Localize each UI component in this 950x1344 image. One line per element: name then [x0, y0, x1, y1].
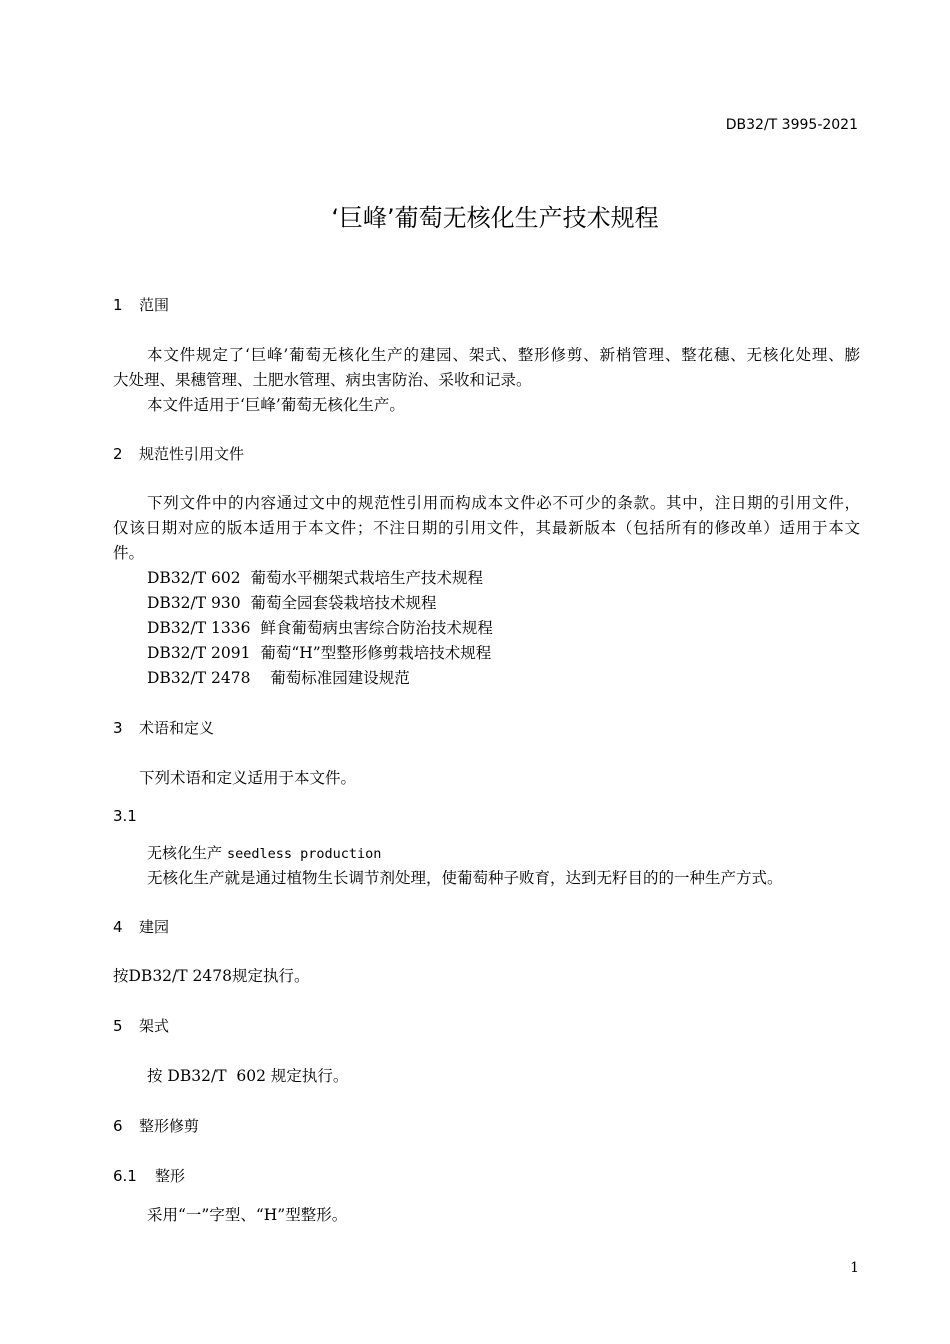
reference-item: DB32/T 2478 葡萄标准园建设规范 — [147, 669, 410, 687]
term-entry: 无核化生产 seedless production — [147, 844, 382, 862]
paragraph-line: 大处理、果穗管理、土肥水管理、病虫害防治、采收和记录。 — [113, 371, 532, 389]
section-heading-6: 6 整形修剪 — [113, 1117, 200, 1135]
subsection-number: 3.1 — [113, 807, 137, 825]
paragraph: 按DB32/T 2478规定执行。 — [113, 967, 310, 985]
paragraph-line: 下列文件中的内容通过文中的规范性引用而构成本文件必不可少的条款。其中，注日期的引用文件， — [147, 494, 860, 512]
paragraph-line: 仅该日期对应的版本适用于本文件；不注日期的引用文件，其最新版本（包括所有的修改单）适用于本文 — [113, 519, 860, 537]
section-heading-4: 4 建园 — [113, 918, 170, 936]
section-heading-1: 1 范围 — [113, 296, 170, 314]
reference-item: DB32/T 1336 鲜食葡萄病虫害综合防治技术规程 — [147, 619, 493, 637]
document-title: ‘巨峰’葡萄无核化生产技术规程 — [331, 204, 659, 232]
section-heading-3: 3 术语和定义 — [113, 719, 215, 737]
section-heading-5: 5 架式 — [113, 1017, 170, 1035]
reference-item: DB32/T 930 葡萄全园套袋栽培技术规程 — [147, 594, 437, 612]
paragraph-line: 本文件规定了‘巨峰’葡萄无核化生产的建园、架式、整形修剪、新梢管理、整花穗、无核化处理、膨 — [147, 346, 860, 364]
subsection-heading-6-1: 6.1 整形 — [113, 1167, 186, 1185]
document-code: DB32/T 3995-2021 — [725, 117, 858, 133]
paragraph: 本文件适用于‘巨峰’葡萄无核化生产。 — [147, 396, 405, 414]
paragraph-line: 件。 — [113, 544, 145, 562]
paragraph: 按 DB32/T 602 规定执行。 — [147, 1067, 349, 1085]
paragraph: 采用“一”字型、“H”型整形。 — [147, 1206, 348, 1224]
paragraph: 下列术语和定义适用于本文件。 — [139, 769, 357, 787]
reference-item: DB32/T 2091 葡萄“H”型整形修剪栽培技术规程 — [147, 644, 492, 662]
reference-item: DB32/T 602 葡萄水平棚架式栽培生产技术规程 — [147, 569, 483, 587]
page-number: 1 — [850, 1260, 859, 1276]
section-heading-2: 2 规范性引用文件 — [113, 445, 245, 463]
term-definition: 无核化生产就是通过植物生长调节剂处理，使葡萄种子败育，达到无籽目的的一种生产方式。 — [147, 869, 783, 887]
